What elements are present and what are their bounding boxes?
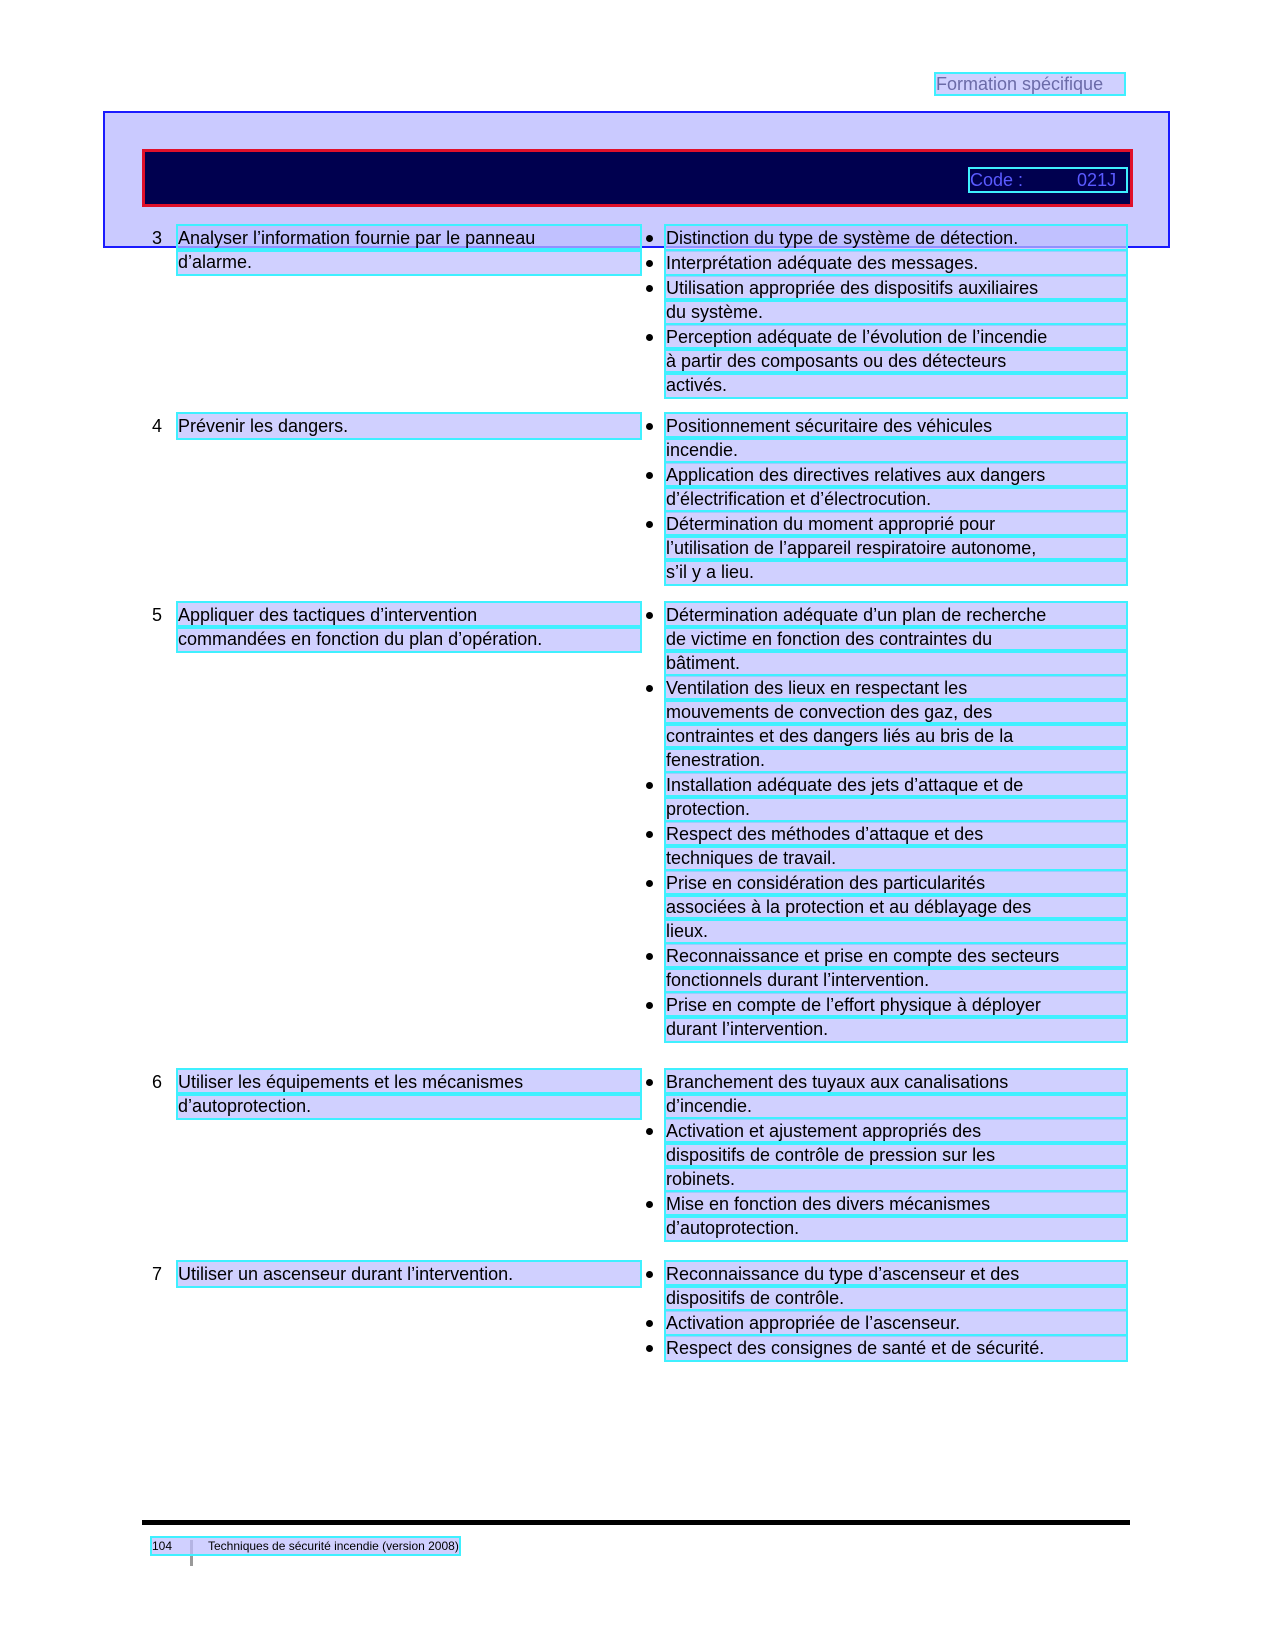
criterion-line: Détermination adéquate d’un plan de recherche: [666, 603, 1126, 627]
element-statement-line: commandées en fonction du plan d’opération.: [178, 627, 640, 651]
bullet-icon: [646, 521, 653, 528]
element-number: 6: [152, 1072, 163, 1092]
bullet-icon: [646, 953, 653, 960]
bullet-icon: [646, 423, 653, 430]
criterion-line: mouvements de convection des gaz, des: [666, 700, 1126, 724]
element-number: 4: [152, 416, 163, 436]
element-statement-line: Analyser l’information fournie par le panneau: [178, 226, 640, 250]
element-statement: [178, 1262, 640, 1286]
element-statement: [178, 1070, 640, 1118]
bullet-icon: [646, 612, 653, 619]
criterion-item: [646, 325, 1126, 397]
code-line: [970, 169, 1126, 191]
criterion-line: Perception adéquate de l’évolution de l’incendie: [666, 325, 1126, 349]
criterion-line: Utilisation appropriée des dispositifs auxiliaires: [666, 276, 1126, 300]
bullet-icon: [646, 260, 653, 267]
criteria-list: [646, 414, 1126, 585]
element-statement-line: d’alarme.: [178, 250, 640, 274]
criterion-line: d’incendie.: [666, 1094, 1126, 1118]
criterion-line: associées à la protection et au déblayage des: [666, 895, 1126, 919]
footer-title: Techniques de sécurité incendie (version 2008): [208, 1539, 459, 1553]
criterion-item: [646, 1336, 1126, 1360]
element-statement-line: Utiliser les équipements et les mécanismes: [178, 1070, 640, 1094]
element-number: 3: [152, 228, 163, 248]
bullet-icon: [646, 1002, 653, 1009]
criterion-line: Respect des consignes de santé et de sécurité.: [666, 1336, 1126, 1360]
criterion-line: Reconnaissance du type d’ascenseur et des: [666, 1262, 1126, 1286]
element-statement-line: Appliquer des tactiques d’intervention: [178, 603, 640, 627]
criterion-item: [646, 676, 1126, 772]
criterion-line: bâtiment.: [666, 651, 1126, 675]
criterion-line: fonctionnels durant l’intervention.: [666, 968, 1126, 992]
element-statement-line: d’autoprotection.: [178, 1094, 640, 1118]
bullet-icon: [646, 235, 653, 242]
criterion-line: Activation appropriée de l’ascenseur.: [666, 1311, 1126, 1335]
criterion-line: Prise en considération des particularités: [666, 871, 1126, 895]
criterion-line: activés.: [666, 373, 1126, 397]
code-value: 021J: [1077, 170, 1117, 190]
bullet-icon: [646, 1345, 653, 1352]
criterion-item: [646, 944, 1126, 992]
bullet-icon: [646, 685, 653, 692]
footer-rule: [142, 1520, 1130, 1525]
criteria-list: [646, 1070, 1126, 1241]
page-number: 104: [152, 1539, 173, 1553]
element-statement: [178, 414, 640, 438]
criterion-line: techniques de travail.: [666, 846, 1126, 870]
code-label: Code :: [970, 170, 1024, 190]
criterion-line: protection.: [666, 797, 1126, 821]
criterion-line: robinets.: [666, 1167, 1126, 1191]
criteria-list: [646, 226, 1126, 398]
criterion-item: [646, 871, 1126, 943]
bullet-icon: [646, 285, 653, 292]
footer: [152, 1538, 459, 1554]
criterion-item: [646, 1311, 1126, 1335]
criterion-line: Application des directives relatives aux dangers: [666, 463, 1126, 487]
bullet-icon: [646, 880, 653, 887]
criterion-line: de victime en fonction des contraintes du: [666, 627, 1126, 651]
criterion-line: Interprétation adéquate des messages.: [666, 251, 1126, 275]
criterion-item: [646, 226, 1126, 250]
criterion-line: durant l’intervention.: [666, 1017, 1126, 1041]
criterion-line: dispositifs de contrôle.: [666, 1286, 1126, 1310]
element-statement-line: Utiliser un ascenseur durant l’intervention.: [178, 1262, 640, 1286]
program-title: Formation spécifique: [936, 74, 1124, 94]
criterion-line: fenestration.: [666, 748, 1126, 772]
criterion-line: d’autoprotection.: [666, 1216, 1126, 1240]
bullet-icon: [646, 472, 653, 479]
criterion-line: à partir des composants ou des détecteurs: [666, 349, 1126, 373]
criterion-line: Installation adéquate des jets d’attaque et de: [666, 773, 1126, 797]
criterion-item: [646, 1119, 1126, 1191]
element-statement-line: Prévenir les dangers.: [178, 414, 640, 438]
criterion-line: du système.: [666, 300, 1126, 324]
criterion-item: [646, 773, 1126, 821]
bullet-icon: [646, 831, 653, 838]
criterion-line: Reconnaissance et prise en compte des secteurs: [666, 944, 1126, 968]
criterion-item: [646, 822, 1126, 870]
criterion-item: [646, 993, 1126, 1041]
criterion-line: Respect des méthodes d’attaque et des: [666, 822, 1126, 846]
bullet-icon: [646, 1128, 653, 1135]
criteria-list: [646, 603, 1126, 1042]
criterion-line: Positionnement sécuritaire des véhicules: [666, 414, 1126, 438]
criterion-line: d’électrification et d’électrocution.: [666, 487, 1126, 511]
criterion-line: incendie.: [666, 438, 1126, 462]
criterion-line: contraintes et des dangers liés au bris de la: [666, 724, 1126, 748]
criterion-item: [646, 463, 1126, 511]
criterion-item: [646, 1070, 1126, 1118]
bullet-icon: [646, 1079, 653, 1086]
criterion-item: [646, 414, 1126, 462]
criterion-line: Prise en compte de l’effort physique à déployer: [666, 993, 1126, 1017]
criterion-item: [646, 1262, 1126, 1310]
criterion-line: l’utilisation de l’appareil respiratoire autonome,: [666, 536, 1126, 560]
criterion-item: [646, 1192, 1126, 1240]
criterion-item: [646, 603, 1126, 675]
criterion-line: Distinction du type de système de détection.: [666, 226, 1126, 250]
criterion-line: Ventilation des lieux en respectant les: [666, 676, 1126, 700]
element-statement: [178, 603, 640, 651]
criteria-list: [646, 1262, 1126, 1361]
criterion-line: dispositifs de contrôle de pression sur les: [666, 1143, 1126, 1167]
bullet-icon: [646, 334, 653, 341]
criterion-line: lieux.: [666, 919, 1126, 943]
bullet-icon: [646, 1201, 653, 1208]
criterion-item: [646, 512, 1126, 584]
criterion-line: Détermination du moment approprié pour: [666, 512, 1126, 536]
criterion-line: Mise en fonction des divers mécanismes: [666, 1192, 1126, 1216]
bullet-icon: [646, 1271, 653, 1278]
element-number: 7: [152, 1264, 163, 1284]
element-statement: [178, 226, 640, 274]
bullet-icon: [646, 1320, 653, 1327]
bullet-icon: [646, 782, 653, 789]
criterion-item: [646, 276, 1126, 324]
element-number: 5: [152, 605, 163, 625]
criterion-line: Branchement des tuyaux aux canalisations: [666, 1070, 1126, 1094]
criterion-item: [646, 251, 1126, 275]
criterion-line: Activation et ajustement appropriés des: [666, 1119, 1126, 1143]
criterion-line: s’il y a lieu.: [666, 560, 1126, 584]
